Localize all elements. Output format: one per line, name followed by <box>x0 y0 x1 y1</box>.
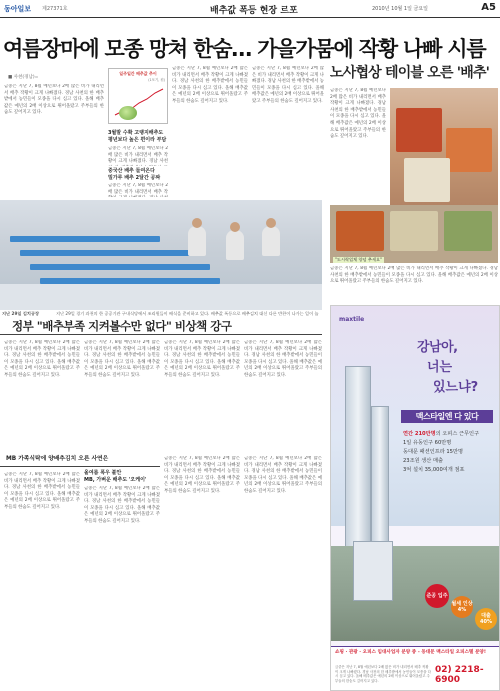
ad-footer <box>331 646 500 691</box>
article-column-3: 금중은 지난 7, 8월 예년보다 2배 많은 비가 내리면서 배추 작황이 크게 나빠졌다. 경남 사천의 한 배추밭에서 농민들이 모종을 다시 심고 있다. 올해 배추값은 예년의 2배 이상으로 뛰어올랐고 주부들의 한숨도 깊어지고 있다. <box>172 66 248 104</box>
ad-headline-1: 강남아, <box>417 340 458 355</box>
kimchi-photo <box>390 88 498 208</box>
subhead-mb: MB, 가벼운 배추도 '오케이' <box>84 477 147 483</box>
section-title: 배추값 폭등 현장 르포 <box>210 6 298 16</box>
ad-headline-3: 있느냐? <box>433 380 479 395</box>
lower-column-2: 금중은 지난 7, 8월 예년보다 2배 많은 비가 내리면서 배추 작황이 크게 나빠졌다. 경남 사천의 한 배추밭에서 농민들이 모종을 다시 심고 있다. 올해 배추값은 예년의 2배 이상으로 뛰어올랐고 주부들의 한숨도 깊어지고 있다. <box>84 340 160 378</box>
subhead-rain: 올여름 폭우 불안 <box>84 470 122 476</box>
ad-headline-2: 너는 <box>427 360 453 375</box>
cafeteria-photo <box>0 200 322 310</box>
section-divider <box>0 334 322 335</box>
kimchi-headline: 노사협상 테이블 오른 '배추' <box>330 65 490 81</box>
price-chart-box <box>108 68 168 124</box>
subhead-1: 3월말 수확 고랭지배추도 <box>108 130 164 136</box>
chart-unit: (1포기, 원) <box>148 78 165 82</box>
lower-column-3: 금중은 지난 7, 8월 예년보다 2배 많은 비가 내리면서 배추 작황이 크게 나빠졌다. 경남 사천의 한 배추밭에서 농민들이 모종을 다시 심고 있다. 올해 배추값은 예년의 2배 이상으로 뛰어올랐고 주부들의 한숨도 깊어지고 있다. <box>164 340 240 378</box>
ad-banner: 맥스타일엔 다 있다 <box>401 410 493 423</box>
lower-column-1: 금중은 지난 7, 8월 예년보다 2배 많은 비가 내리면서 배추 작황이 크게 나빠졌다. 경남 사천의 한 배추밭에서 농민들이 모종을 다시 심고 있다. 올해 배추값은 예년의 2배 이상으로 뛰어올랐고 주부들의 한숨도 깊어지고 있다. <box>4 340 80 378</box>
subhead-2: 평년보다 높은 편이라 부담 <box>108 137 167 143</box>
ad-stat-3: 동대문 패션인프라 15만명 <box>403 449 464 455</box>
newspaper-name: 동아일보 <box>4 5 32 13</box>
ad-brand-logo: maxtile <box>339 316 365 323</box>
issue-number: 제27371호 <box>42 6 68 12</box>
byline: ■ 사천(경남)= <box>8 75 39 80</box>
ad-stat-4: 23조원 생산 매출 <box>403 458 443 464</box>
price-trend-graphic <box>109 85 169 121</box>
ad-stat-1-text: 의 오피스 근무인구 <box>435 431 480 437</box>
bottom-column-4: 금중은 지난 7, 8월 예년보다 2배 많은 비가 내리면서 배추 작황이 크게 나빠졌다. 경남 사천의 한 배추밭에서 농민들이 모종을 다시 심고 있다. 올해 배추값은 예년의 2배 이상으로 뛰어올랐고 주부들의 한숨도 깊어지고 있다. <box>244 456 322 494</box>
lower-column-4: 금중은 지난 7, 8월 예년보다 2배 많은 비가 내리면서 배추 작황이 크게 나빠졌다. 경남 사천의 한 배추밭에서 농민들이 모종을 다시 심고 있다. 올해 배추값은 예년의 2배 이상으로 뛰어올랐고 주부들의 한숨도 깊어지고 있다. <box>244 340 322 378</box>
issue-date: 2010년 10월 1일 금요일 <box>372 6 429 12</box>
kimchi-caption: 금중은 지난 7, 8월 예년보다 2배 많은 비가 내리면서 배추 작황이 크게 나빠졌다. 경남 사천의 한 배추밭에서 농민들이 모종을 다시 심고 있다. 올해 배추값은 예년의 2배 이상으로 뛰어올랐고 주부들의 한숨도 깊어지고 있다. <box>330 266 498 285</box>
tower-building <box>345 366 371 566</box>
badge-completion: 준공 입주 <box>425 584 449 608</box>
cabbage-illustration <box>119 106 137 120</box>
food-photo-label: "도시락업체 양념 추세요" <box>335 257 382 262</box>
section-divider-2 <box>0 466 160 467</box>
masthead <box>0 0 500 18</box>
badge-loan: 대출 40% <box>475 608 497 630</box>
ad-stat-2: 1일 유동인구 60만명 <box>403 440 452 446</box>
chart-title: 일주일간 배추값 추이 <box>119 71 157 76</box>
main-headline: 여름장마에 모종 망쳐 한숨… 가을가뭄에 작황 나빠 시름 <box>3 37 486 61</box>
article-column-1: 금중은 지난 7, 8월 예년보다 2배 많은 비가 내리면서 배추 작황이 크게 나빠졌다. 경남 사천의 한 배추밭에서 농민들이 모종을 다시 심고 있다. 올해 배추값은 예년의 2배 이상으로 뛰어올랐고 주부들의 한숨도 깊어지고 있다. <box>4 84 104 116</box>
bottom-column-2: 금중은 지난 7, 8월 예년보다 2배 많은 비가 내리면서 배추 작황이 크게 나빠졌다. 경남 사천의 한 배추밭에서 농민들이 모종을 다시 심고 있다. 올해 배추값은 예년의 2배 이상으로 뛰어올랐고 주부들의 한숨도 깊어지고 있다. <box>84 486 160 524</box>
article-column-4: 금중은 지난 7, 8월 예년보다 2배 많은 비가 내리면서 배추 작황이 크게 나빠졌다. 경남 사천의 한 배추밭에서 농민들이 모종을 다시 심고 있다. 올해 배추값은 예년의 2배 이상으로 뛰어올랐고 주부들의 한숨도 깊어지고 있다. <box>252 66 324 104</box>
mb-headline: MB 가족식탁에 양배추김치 오른 사연은 <box>6 456 109 462</box>
photo-caption: 지난 29일 경기 과천의 한 공공기관 구내식당에서 조리원들이 배식을 준비하고 있다. 배추값 폭등으로 배추김치 대신 다른 반찬이 나가는 일이 늘 <box>56 311 319 316</box>
ad-phone-number: 02) 2218-6900 <box>435 665 484 685</box>
subhead-3: 중국산 배추 들여온다 <box>108 168 155 174</box>
bottom-column-3: 금중은 지난 7, 8월 예년보다 2배 많은 비가 내리면서 배추 작황이 크게 나빠졌다. 경남 사천의 한 배추밭에서 농민들이 모종을 다시 심고 있다. 올해 배추값은 예년의 2배 이상으로 뛰어올랐고 주부들의 한숨도 깊어지고 있다. <box>164 456 240 494</box>
ad-footer-headline: 쇼핑 · 관광 · 오피스 임대사업자 분양 중 - 동대문 맥스타일 오피스텔 분양! <box>335 650 486 655</box>
badge-rent: 월세 인상 4% <box>451 596 473 618</box>
kimchi-column-1: 금중은 지난 7, 8월 예년보다 2배 많은 비가 내리면서 배추 작황이 크게 나빠졌다. 경남 사천의 한 배추밭에서 농민들이 모종을 다시 심고 있다. 올해 배추값은 예년의 2배 이상으로 뛰어올랐고 주부들의 한숨도 깊어지고 있다. <box>330 88 386 140</box>
building-base <box>353 541 393 601</box>
ad-stat-1-value: 연간 210만명 <box>403 431 436 437</box>
page-number: A5 <box>481 2 496 13</box>
food-tray-photo <box>330 205 498 263</box>
government-subheadline: 정부 "배추부족 지켜볼수만 없다" 비상책 강구 <box>12 319 232 333</box>
bottom-column-1: 금중은 지난 7, 8월 예년보다 2배 많은 비가 내리면서 배추 작황이 크게 나빠졌다. 경남 사천의 한 배추밭에서 농민들이 모종을 다시 심고 있다. 올해 배추값은 예년의 2배 이상으로 뛰어올랐고 주부들의 한숨도 깊어지고 있다. <box>4 472 80 510</box>
ad-address-text: 금중은 지난 7, 8월 예년보다 2배 많은 비가 내리면서 배추 작황이 크게 나빠졌다. 경남 사천의 한 배추밭에서 농민들이 모종을 다시 심고 있다. 올해 배추값은 예년의 2배 이상으로 뛰어올랐고 주부들의 한숨도 깊어지고 있다. <box>335 665 431 683</box>
photo-label: 지난 29일 김치공장 <box>2 311 40 316</box>
maxtile-advertisement <box>330 305 500 691</box>
article-column-2a: 금중은 지난 7, 8월 예년보다 2배 많은 비가 내리면서 배추 작황이 크게 나빠졌다. 경남 사천 <box>108 146 168 165</box>
ad-stat-5: 3억 설치 35,000여개 점포 <box>403 467 465 473</box>
subhead-4: 밀가루 배추 2달간 공짜 <box>108 175 161 181</box>
ad-stat-1 <box>403 430 479 437</box>
article-column-2b: 금중은 지난 7, 8월 예년보다 2배 많은 비가 내리면서 배추 작 <box>108 183 168 195</box>
